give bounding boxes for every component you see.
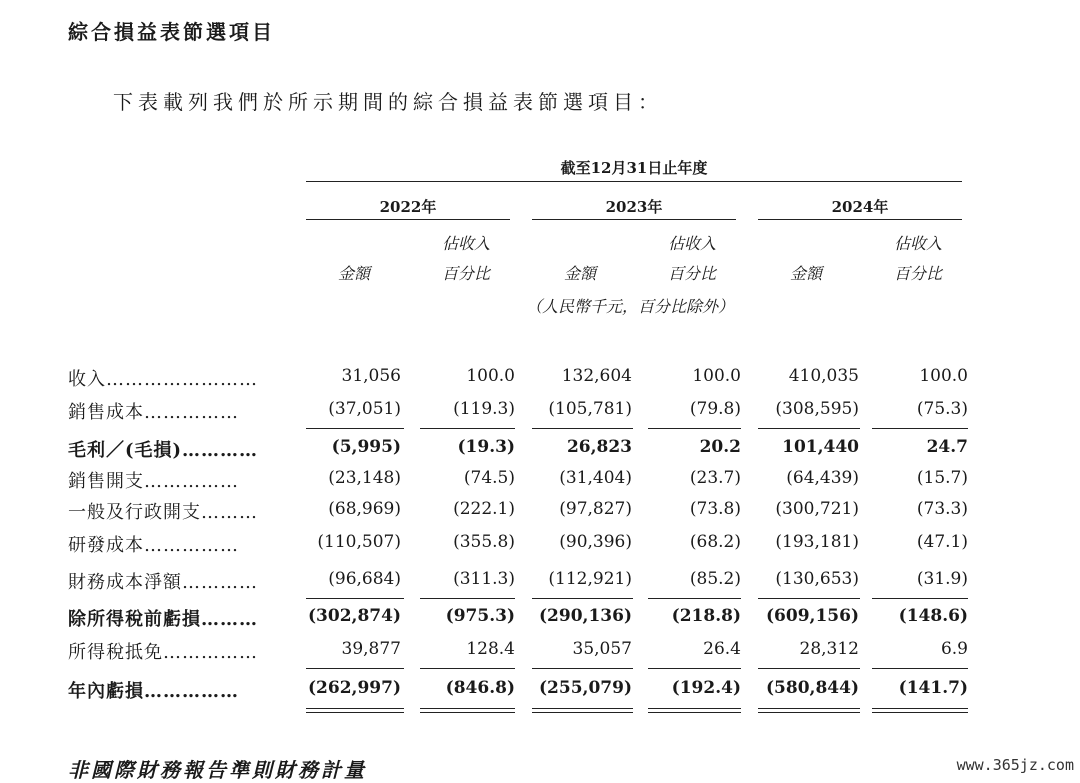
total-double-rule bbox=[758, 708, 860, 713]
table-cell: (218.8) bbox=[671, 606, 741, 626]
year-header-2024: 2024年 bbox=[831, 198, 889, 216]
row-label: 除所得稅前虧損……… bbox=[68, 609, 258, 630]
subtotal-rule bbox=[872, 598, 968, 599]
period-rule bbox=[306, 181, 962, 182]
year-header-2022: 2022年 bbox=[379, 198, 437, 216]
col-pct-2024: 佔收入 百分比 bbox=[893, 234, 942, 283]
table-cell: 39,877 bbox=[341, 639, 401, 659]
table-cell: (64,439) bbox=[786, 468, 859, 488]
subtotal-rule bbox=[306, 598, 404, 599]
table-cell: (68,969) bbox=[328, 499, 401, 519]
row-label: 財務成本淨額………… bbox=[68, 572, 258, 593]
table-cell: (192.4) bbox=[671, 678, 741, 698]
subtotal-rule bbox=[306, 668, 404, 669]
table-cell: (112,921) bbox=[548, 569, 632, 589]
table-cell: 132,604 bbox=[561, 366, 632, 386]
table-cell: (355.8) bbox=[453, 532, 515, 552]
subtotal-rule bbox=[758, 428, 860, 429]
subtotal-rule bbox=[648, 598, 741, 599]
table-cell: (262,997) bbox=[308, 678, 401, 698]
table-cell: (580,844) bbox=[766, 678, 859, 698]
table-cell: (5,995) bbox=[331, 437, 401, 457]
table-cell: 35,057 bbox=[572, 639, 632, 659]
period-header: 截至12月31日止年度 bbox=[560, 159, 708, 177]
table-cell: (85.2) bbox=[689, 569, 741, 589]
table-cell: (23,148) bbox=[328, 468, 401, 488]
table-cell: (290,136) bbox=[539, 606, 632, 626]
total-double-rule bbox=[532, 708, 633, 713]
row-label: 銷售成本…………… bbox=[68, 402, 239, 423]
subtotal-rule bbox=[420, 598, 515, 599]
table-cell: (105,781) bbox=[548, 399, 632, 419]
table-cell: (846.8) bbox=[445, 678, 515, 698]
col-pct-2023: 佔收入 百分比 bbox=[667, 234, 716, 283]
row-label: 一般及行政開支……… bbox=[68, 502, 258, 523]
table-cell: (90,396) bbox=[559, 532, 632, 552]
table-cell: (141.7) bbox=[898, 678, 968, 698]
table-cell: 24.7 bbox=[926, 437, 968, 457]
total-double-rule bbox=[872, 708, 968, 713]
col-amount-2023: 金額 bbox=[563, 264, 596, 283]
table-cell: 100.0 bbox=[692, 366, 741, 386]
table-cell: 20.2 bbox=[699, 437, 741, 457]
table-cell: (193,181) bbox=[775, 532, 859, 552]
subtotal-rule bbox=[648, 428, 741, 429]
total-double-rule bbox=[420, 708, 515, 713]
row-label: 年內虧損…………… bbox=[68, 681, 239, 702]
table-cell: (23.7) bbox=[689, 468, 741, 488]
table-cell: (255,079) bbox=[539, 678, 632, 698]
table-cell: (31,404) bbox=[559, 468, 632, 488]
table-cell: (75.3) bbox=[916, 399, 968, 419]
table-cell: (79.8) bbox=[689, 399, 741, 419]
row-label: 銷售開支…………… bbox=[68, 471, 239, 492]
intro-text: 下表載列我們於所示期間的綜合損益表節選項目： bbox=[113, 90, 663, 114]
table-cell: (97,827) bbox=[559, 499, 632, 519]
table-cell: (74.5) bbox=[463, 468, 515, 488]
table-cell: (19.3) bbox=[457, 437, 515, 457]
footer-section-title: 非國際財務報告準則財務計量 bbox=[68, 758, 367, 782]
table-cell: (975.3) bbox=[445, 606, 515, 626]
table-cell: (302,874) bbox=[308, 606, 401, 626]
table-cell: (222.1) bbox=[453, 499, 515, 519]
table-cell: 6.9 bbox=[940, 639, 968, 659]
year-header-2023: 2023年 bbox=[605, 198, 663, 216]
subtotal-rule bbox=[532, 428, 633, 429]
year-rule-2023 bbox=[532, 219, 736, 220]
col-amount-2024: 金額 bbox=[789, 264, 822, 283]
subtotal-rule bbox=[758, 668, 860, 669]
subtotal-rule bbox=[306, 428, 404, 429]
table-cell: (15.7) bbox=[916, 468, 968, 488]
subtotal-rule bbox=[648, 668, 741, 669]
table-cell: 410,035 bbox=[788, 366, 859, 386]
year-rule-2022 bbox=[306, 219, 510, 220]
row-label: 所得稅抵免…………… bbox=[68, 642, 258, 663]
table-cell: (609,156) bbox=[766, 606, 859, 626]
table-cell: (110,507) bbox=[317, 532, 401, 552]
subtotal-rule bbox=[758, 598, 860, 599]
col-amount-2022: 金額 bbox=[337, 264, 370, 283]
table-cell: (300,721) bbox=[775, 499, 859, 519]
table-cell: (96,684) bbox=[328, 569, 401, 589]
row-label: 研發成本…………… bbox=[68, 535, 239, 556]
col-pct-2022: 佔收入 百分比 bbox=[441, 234, 490, 283]
subtotal-rule bbox=[532, 668, 633, 669]
year-rule-2024 bbox=[758, 219, 962, 220]
subtotal-rule bbox=[532, 598, 633, 599]
table-cell: (119.3) bbox=[453, 399, 515, 419]
table-cell: 100.0 bbox=[919, 366, 968, 386]
table-cell: (308,595) bbox=[775, 399, 859, 419]
table-cell: 26.4 bbox=[703, 639, 741, 659]
table-cell: (130,653) bbox=[775, 569, 859, 589]
unit-note: （人民幣千元，百分比除外） bbox=[525, 297, 734, 316]
table-cell: 26,823 bbox=[566, 437, 632, 457]
table-cell: 128.4 bbox=[466, 639, 515, 659]
row-label: 收入…………………… bbox=[68, 369, 258, 390]
table-cell: 28,312 bbox=[799, 639, 859, 659]
table-cell: (31.9) bbox=[916, 569, 968, 589]
table-cell: 100.0 bbox=[466, 366, 515, 386]
table-cell: (37,051) bbox=[328, 399, 401, 419]
table-cell: (311.3) bbox=[453, 569, 515, 589]
subtotal-rule bbox=[872, 668, 968, 669]
table-cell: (73.3) bbox=[916, 499, 968, 519]
row-label: 毛利／(毛損)………… bbox=[68, 440, 259, 461]
watermark: www.365jz.com bbox=[956, 756, 1074, 774]
table-cell: 101,440 bbox=[782, 437, 859, 457]
section-heading: 綜合損益表節選項目 bbox=[68, 20, 275, 44]
table-cell: (68.2) bbox=[689, 532, 741, 552]
table-cell: (73.8) bbox=[689, 499, 741, 519]
table-cell: (47.1) bbox=[916, 532, 968, 552]
table-cell: (148.6) bbox=[898, 606, 968, 626]
subtotal-rule bbox=[420, 668, 515, 669]
subtotal-rule bbox=[872, 428, 968, 429]
subtotal-rule bbox=[420, 428, 515, 429]
total-double-rule bbox=[648, 708, 741, 713]
total-double-rule bbox=[306, 708, 404, 713]
table-cell: 31,056 bbox=[341, 366, 401, 386]
